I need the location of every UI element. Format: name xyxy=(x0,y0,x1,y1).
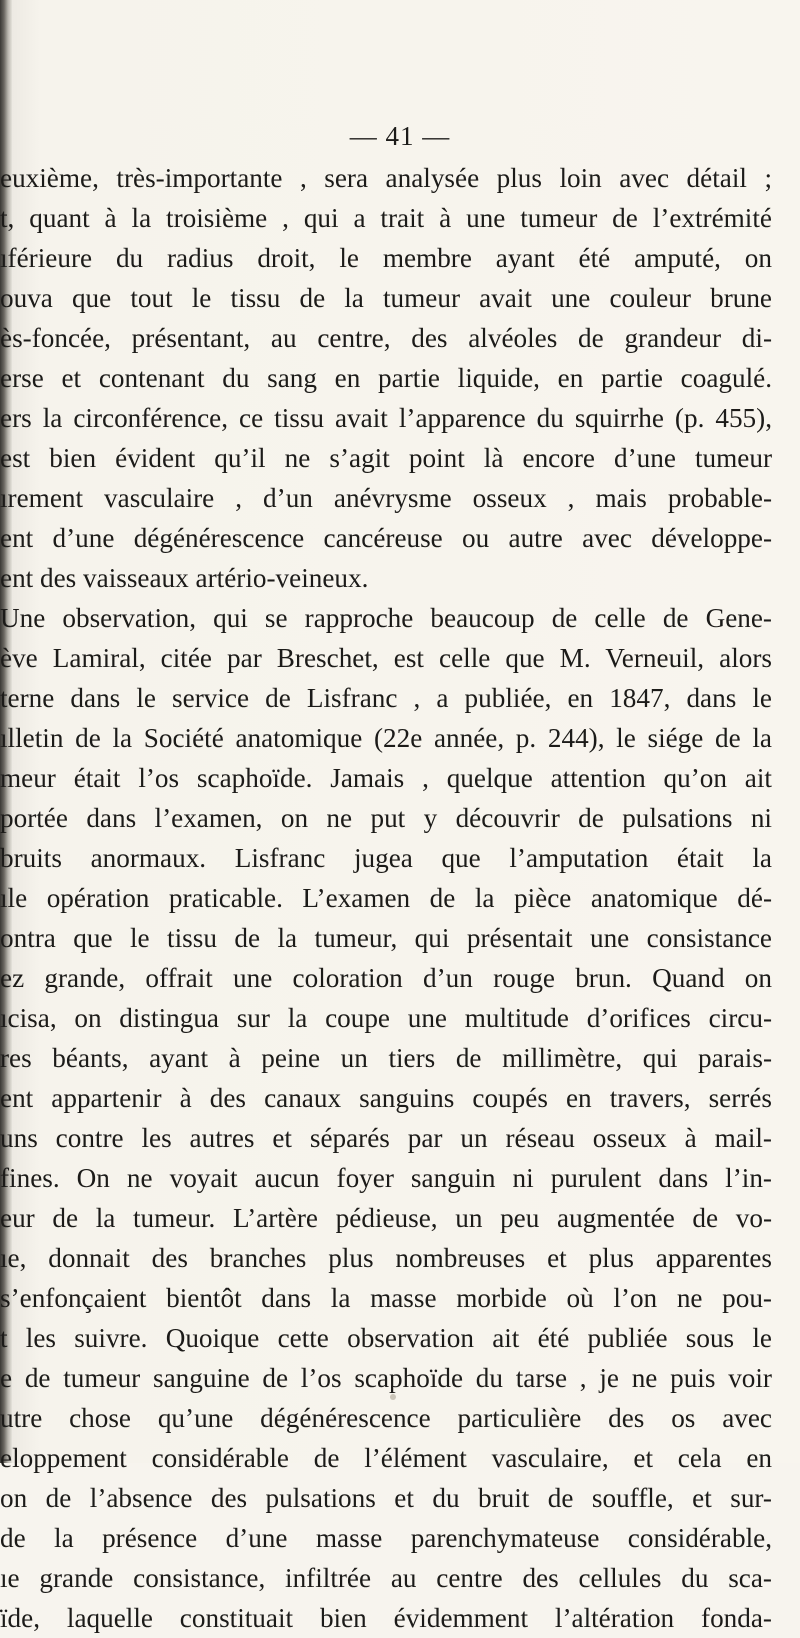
text-line: ıférieure du radius droit, le membre ayant été amputé, on xyxy=(0,243,772,273)
text-line: ıcisa, on distingua sur la coupe une multitude d’orifices circu- xyxy=(0,1003,772,1033)
text-line: eur de la tumeur. L’artère pédieuse, un peu augmentée de vo- xyxy=(0,1203,772,1233)
text-line: s’enfonçaient bientôt dans la masse morbide où l’on ne pou- xyxy=(0,1283,772,1313)
text-line: ılletin de la Société anatomique (22e année, p. 244), le siége de la xyxy=(0,723,772,753)
text-line: res béants, ayant à peine un tiers de millimètre, qui parais- xyxy=(0,1043,772,1073)
text-line: meur était l’os scaphoïde. Jamais , quelque attention qu’on ait xyxy=(0,763,772,793)
text-line: de la présence d’une masse parenchymateuse considérable, xyxy=(0,1523,772,1553)
text-line: bruits anormaux. Lisfranc jugea que l’amputation était la xyxy=(0,843,772,873)
text-line: uns contre les autres et séparés par un réseau osseux à mail- xyxy=(0,1123,772,1153)
text-line: erse et contenant du sang en partie liquide, en partie coagulé. xyxy=(0,363,772,393)
text-line: ıle opération praticable. L’examen de la pièce anatomique dé- xyxy=(0,883,772,913)
text-line: terne dans le service de Lisfranc , a publiée, en 1847, dans le xyxy=(0,683,772,713)
text-line: ers la circonférence, ce tissu avait l’apparence du squirrhe (p. 455), xyxy=(0,403,772,433)
text-line: ıe, donnait des branches plus nombreuses et plus apparentes xyxy=(0,1243,772,1273)
text-line: ıe grande consistance, infiltrée au centre des cellules du sca- xyxy=(0,1563,772,1593)
text-line: ent appartenir à des canaux sanguins coupés en travers, serrés xyxy=(0,1083,772,1113)
text-line: eloppement considérable de l’élément vasculaire, et cela en xyxy=(0,1443,772,1473)
text-line: euxième, très-importante , sera analysée plus loin avec détail ; xyxy=(0,163,772,193)
text-line: e de tumeur sanguine de l’os scaphoïde du tarse , je ne puis voir xyxy=(0,1363,772,1393)
text-line: utre chose qu’une dégénérescence particulière des os avec xyxy=(0,1403,772,1433)
text-line: ïde, laquelle constituait bien évidemment l’altération fonda- xyxy=(0,1603,772,1633)
text-line: t, quant à la troisième , qui a trait à une tumeur de l’extrémité xyxy=(0,203,772,233)
body-text xyxy=(0,158,772,1638)
text-line: t les suivre. Quoique cette observation ait été publiée sous le xyxy=(0,1323,772,1353)
text-line: fines. On ne voyait aucun foyer sanguin ni purulent dans l’in- xyxy=(0,1163,772,1193)
text-line: ève Lamiral, citée par Breschet, est celle que M. Verneuil, alors xyxy=(0,643,772,673)
text-line: Une observation, qui se rapproche beaucoup de celle de Gene- xyxy=(0,603,772,633)
text-line: ez grande, offrait une coloration d’un rouge brun. Quand on xyxy=(0,963,772,993)
text-line: ontra que le tissu de la tumeur, qui présentait une consistance xyxy=(0,923,772,953)
text-line: ırement vasculaire , d’un anévrysme osseux , mais probable- xyxy=(0,483,772,513)
text-line: ent des vaisseaux artério-veineux. xyxy=(0,563,369,593)
text-line: on de l’absence des pulsations et du bruit de souffle, et sur- xyxy=(0,1483,772,1513)
text-line: ès-foncée, présentant, au centre, des alvéoles de grandeur di- xyxy=(0,323,772,353)
ink-speck xyxy=(390,1394,396,1400)
text-line: ent d’une dégénérescence cancéreuse ou autre avec développe- xyxy=(0,523,772,553)
text-line: portée dans l’examen, on ne put y découvrir de pulsations ni xyxy=(0,803,772,833)
text-line: ouva que tout le tissu de la tumeur avait une couleur brune xyxy=(0,283,772,313)
text-line: est bien évident qu’il ne s’agit point là encore d’une tumeur xyxy=(0,443,772,473)
page-number: — 41 — xyxy=(349,121,451,151)
